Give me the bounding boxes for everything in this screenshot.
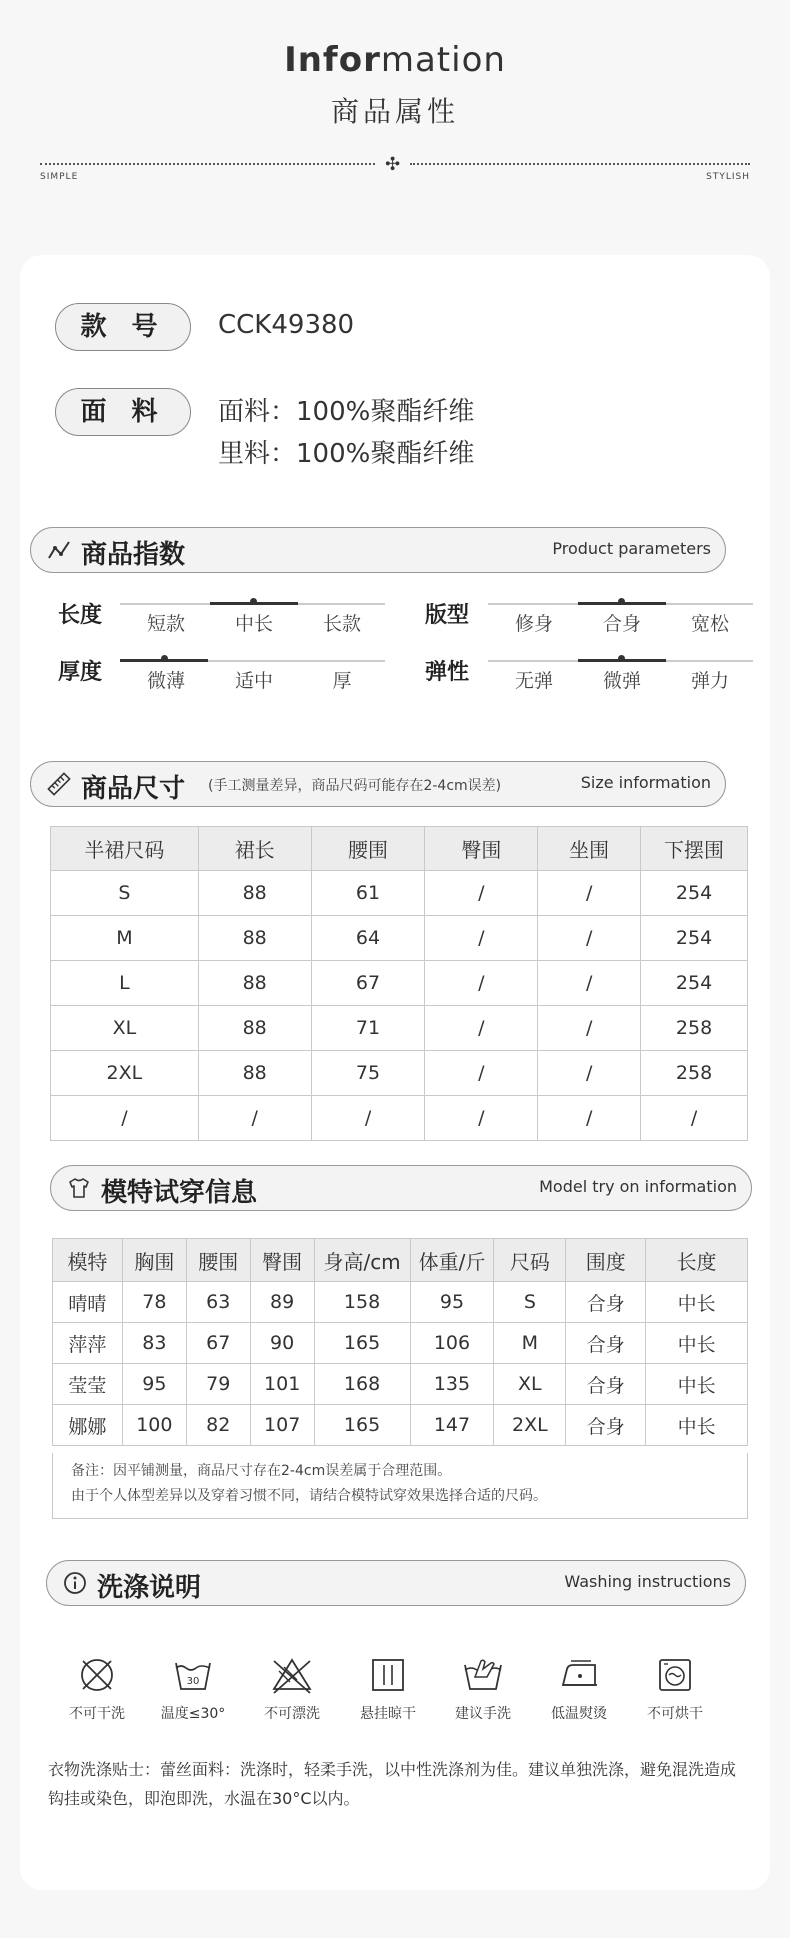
table-row [51, 1051, 748, 1096]
size-cell: / [425, 871, 538, 916]
model-cell: M [494, 1323, 566, 1364]
model-cell: 中长 [646, 1282, 748, 1323]
size-cell: / [425, 916, 538, 961]
divider-right [410, 163, 750, 165]
model-cell: 63 [186, 1282, 250, 1323]
size-cell: 254 [641, 916, 748, 961]
thickness-option: 适中 [234, 670, 273, 692]
section-en-title: Washing instructions [564, 1572, 731, 1591]
size-cell: / [425, 1096, 538, 1141]
no-tumble-dry-icon [655, 1655, 695, 1695]
table-row [53, 1364, 748, 1405]
size-cell: / [51, 1096, 199, 1141]
length-option: 中长 [234, 613, 273, 635]
model-cell: 158 [314, 1282, 410, 1323]
model-cell: 中长 [646, 1364, 748, 1405]
wash-item [247, 1655, 337, 1723]
info-icon [63, 1571, 87, 1595]
model-table [52, 1238, 748, 1446]
size-cell: / [538, 1051, 641, 1096]
size-cell: XL [51, 1006, 199, 1051]
model-header: 长度 [646, 1239, 748, 1282]
table-row [51, 1006, 748, 1051]
model-header: 模特 [53, 1239, 123, 1282]
model-cell: 合身 [566, 1323, 646, 1364]
model-note-line-1: 备注：因平铺测量，商品尺寸存在2-4cm误差属于合理范围。 [71, 1463, 452, 1479]
model-cell: 107 [250, 1405, 314, 1446]
wash-item [52, 1655, 142, 1723]
model-header: 尺码 [494, 1239, 566, 1282]
section-en-title: Size information [580, 773, 711, 792]
length-label: 长度 [58, 603, 103, 628]
model-cell: 101 [250, 1364, 314, 1405]
model-cell: 83 [122, 1323, 186, 1364]
size-header: 臀围 [425, 827, 538, 871]
size-cell: / [425, 961, 538, 1006]
section-en-title: Model try on information [539, 1177, 737, 1196]
wash-label: 不可烘干 [647, 1706, 703, 1722]
model-cell: 78 [122, 1282, 186, 1323]
size-cell: 88 [198, 961, 311, 1006]
style-number-label: 款 号 [55, 303, 191, 351]
no-dry-clean-icon [77, 1655, 117, 1695]
table-row [51, 961, 748, 1006]
table-row [53, 1405, 748, 1446]
model-cell: 168 [314, 1364, 410, 1405]
model-header: 身高/cm [314, 1239, 410, 1282]
thickness-option: 微薄 [146, 670, 185, 692]
size-header: 坐围 [538, 827, 641, 871]
size-header: 腰围 [311, 827, 425, 871]
table-row [53, 1323, 748, 1364]
model-cell: 89 [250, 1282, 314, 1323]
wash-item [343, 1655, 433, 1723]
model-cell: 合身 [566, 1364, 646, 1405]
size-cell: 88 [198, 1006, 311, 1051]
model-cell: 95 [122, 1364, 186, 1405]
wash-label: 悬挂晾干 [360, 1706, 416, 1722]
size-cell: 88 [198, 1051, 311, 1096]
model-cell: 娜娜 [53, 1405, 123, 1446]
size-cell: / [641, 1096, 748, 1141]
table-row [51, 1096, 748, 1141]
model-header: 臀围 [250, 1239, 314, 1282]
wash-label: 不可漂洗 [264, 1706, 320, 1722]
model-cell: 莹莹 [53, 1364, 123, 1405]
thickness-label: 厚度 [58, 660, 103, 685]
model-header: 腰围 [186, 1239, 250, 1282]
no-bleach-icon [270, 1655, 314, 1695]
model-header: 围度 [566, 1239, 646, 1282]
size-cell: 2XL [51, 1051, 199, 1096]
model-cell: 晴晴 [53, 1282, 123, 1323]
fit-selected-dot [618, 598, 625, 605]
model-cell: 合身 [566, 1405, 646, 1446]
size-cell: / [538, 1006, 641, 1051]
section-title: 模特试穿信息 [101, 1178, 258, 1208]
section-model-info [50, 1165, 752, 1211]
low-iron-icon [557, 1655, 601, 1695]
size-cell: / [311, 1096, 425, 1141]
model-note [52, 1453, 748, 1519]
fabric-line-2: 里料：100%聚酯纤维 [218, 439, 475, 469]
hand-wash-icon [461, 1655, 505, 1695]
wash-item [438, 1655, 528, 1723]
table-row [53, 1282, 748, 1323]
elasticity-option: 无弹 [514, 670, 553, 692]
size-cell: / [538, 871, 641, 916]
model-cell: S [494, 1282, 566, 1323]
elasticity-label: 弹性 [425, 660, 470, 685]
size-cell: 88 [198, 871, 311, 916]
wash-item [534, 1655, 624, 1723]
size-cell: 75 [311, 1051, 425, 1096]
fit-option: 合身 [602, 613, 641, 635]
tshirt-icon [67, 1176, 91, 1200]
model-note-line-2: 由于个人体型差异以及穿着习惯不同，请结合模特试穿效果选择合适的尺码。 [71, 1488, 547, 1504]
model-cell: 82 [186, 1405, 250, 1446]
stylish-tag: STYLISH [706, 172, 750, 182]
cross-ornament-icon: ✣ [385, 154, 401, 175]
model-cell: 90 [250, 1323, 314, 1364]
section-washing [46, 1560, 746, 1606]
size-cell: S [51, 871, 199, 916]
section-product-params [30, 527, 726, 573]
size-header: 半裙尺码 [51, 827, 199, 871]
header-subtitle: 商品属性 [330, 95, 459, 128]
model-cell: 萍萍 [53, 1323, 123, 1364]
model-cell: 95 [410, 1282, 494, 1323]
model-cell: 中长 [646, 1405, 748, 1446]
wash-label: 低温熨烫 [551, 1706, 607, 1722]
simple-tag: SIMPLE [40, 172, 79, 182]
size-cell: 254 [641, 961, 748, 1006]
size-header: 下摆围 [641, 827, 748, 871]
length-option: 短款 [146, 613, 185, 635]
size-cell: L [51, 961, 199, 1006]
fabric-line-1: 面料：100%聚酯纤维 [218, 397, 475, 427]
size-cell: / [425, 1051, 538, 1096]
size-cell: / [538, 961, 641, 1006]
size-table [50, 826, 748, 1141]
size-cell: / [538, 1096, 641, 1141]
model-cell: 106 [410, 1323, 494, 1364]
model-cell: 79 [186, 1364, 250, 1405]
model-cell: 165 [314, 1323, 410, 1364]
model-cell: XL [494, 1364, 566, 1405]
size-header: 裙长 [198, 827, 311, 871]
trend-chart-icon [47, 538, 71, 562]
fabric-label: 面 料 [55, 388, 191, 436]
fit-option: 宽松 [690, 613, 729, 635]
divider-left [40, 163, 375, 165]
wash-30-icon [173, 1655, 213, 1695]
size-cell: 258 [641, 1051, 748, 1096]
fit-option: 修身 [514, 613, 553, 635]
wash-temp-text: 30 [186, 1676, 200, 1687]
style-number-value: CCK49380 [218, 310, 355, 340]
size-cell: 254 [641, 871, 748, 916]
size-cell: 258 [641, 1006, 748, 1051]
size-cell: 67 [311, 961, 425, 1006]
fit-label: 版型 [425, 603, 470, 628]
size-cell: / [538, 916, 641, 961]
size-cell: M [51, 916, 199, 961]
section-title: 商品尺寸 [81, 774, 186, 804]
model-header: 体重/斤 [410, 1239, 494, 1282]
header [0, 40, 790, 130]
section-title: 商品指数 [81, 540, 186, 570]
model-cell: 135 [410, 1364, 494, 1405]
model-cell: 合身 [566, 1282, 646, 1323]
table-row [51, 916, 748, 961]
size-cell: 88 [198, 916, 311, 961]
model-cell: 165 [314, 1405, 410, 1446]
hang-dry-icon [368, 1655, 408, 1695]
thickness-selected-dot [161, 655, 168, 662]
size-cell: / [425, 1006, 538, 1051]
size-cell: / [198, 1096, 311, 1141]
thickness-option: 厚 [332, 670, 352, 692]
model-cell: 2XL [494, 1405, 566, 1446]
elasticity-option: 微弹 [602, 670, 641, 692]
model-cell: 中长 [646, 1323, 748, 1364]
elasticity-selected-dot [618, 655, 625, 662]
elasticity-option: 弹力 [690, 670, 729, 692]
section-size-info [30, 761, 726, 807]
washing-tip: 衣物洗涤贴士：蕾丝面料：洗涤时，轻柔手洗，以中性洗涤剂为佳。建议单独洗涤，避免混洗造成钩挂或染色，即泡即洗，水温在30°C以内。 [48, 1760, 737, 1808]
ruler-icon [47, 772, 71, 796]
size-cell: 71 [311, 1006, 425, 1051]
table-row [51, 871, 748, 916]
length-selected-dot [250, 598, 257, 605]
model-cell: 67 [186, 1323, 250, 1364]
model-header: 胸围 [122, 1239, 186, 1282]
wash-item [148, 1655, 238, 1723]
wash-label: 不可干洗 [69, 1706, 125, 1722]
section-en-title: Product parameters [552, 539, 711, 558]
wash-label: 建议手洗 [455, 1706, 511, 1722]
wash-item [630, 1655, 720, 1723]
size-cell: 64 [311, 916, 425, 961]
model-cell: 147 [410, 1405, 494, 1446]
length-option: 长款 [322, 613, 361, 635]
model-cell: 100 [122, 1405, 186, 1446]
wash-label: 温度≤30° [160, 1706, 226, 1722]
size-cell: 61 [311, 871, 425, 916]
size-note: (手工测量差异，商品尺码可能存在2-4cm误差) [208, 778, 502, 794]
section-title: 洗涤说明 [97, 1573, 202, 1603]
header-title: Information [284, 40, 506, 80]
